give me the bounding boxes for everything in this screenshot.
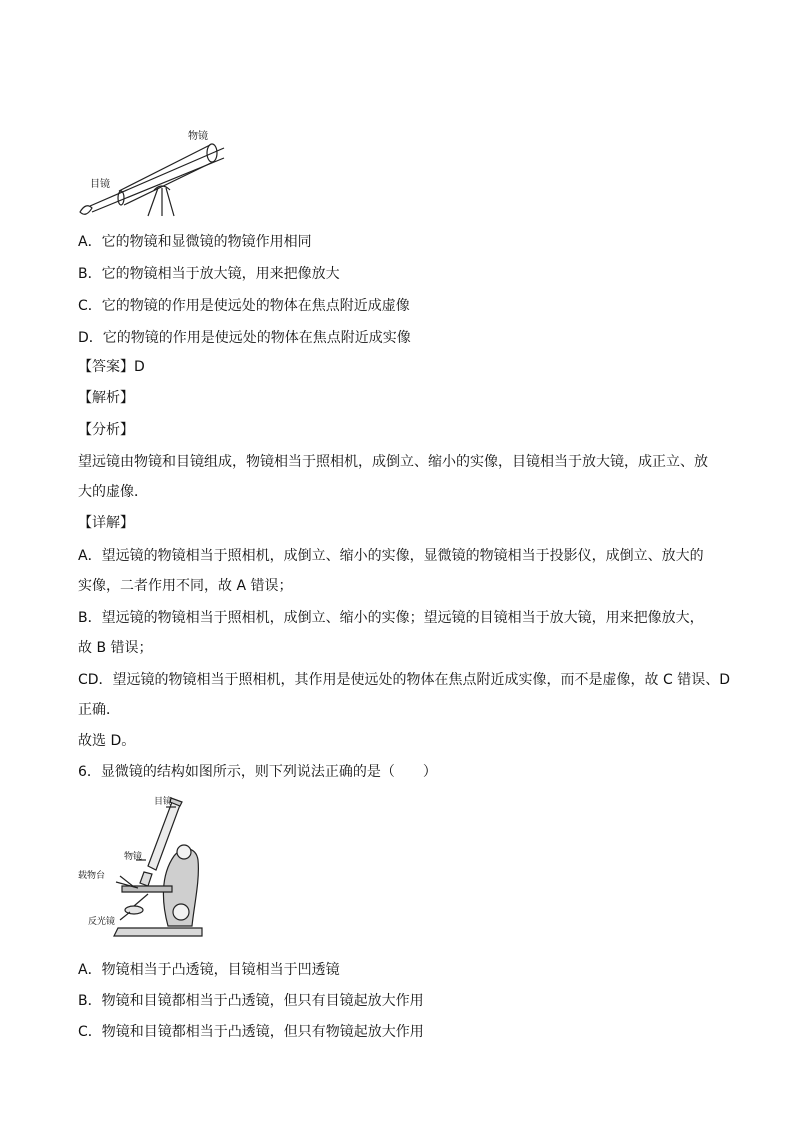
telescope-figure (76, 128, 236, 220)
q5-option-d: D．它的物镜的作用是使远处的物体在焦点附近成实像 (78, 330, 411, 346)
microscope-figure (76, 794, 216, 944)
q5-detail-line: 实像，二者作用不同，故 A 错误； (78, 578, 293, 594)
q6-option-a: A．物镜相当于凸透镜，目镜相当于凹透镜 (78, 962, 340, 978)
q6-option-b: B．物镜和目镜都相当于凸透镜，但只有目镜起放大作用 (78, 993, 424, 1009)
q5-option-a: A．它的物镜和显微镜的物镜作用相同 (78, 234, 312, 250)
q5-detail-line: CD．望远镜的物镜相当于照相机，其作用是使远处的物体在焦点附近成实像，而不是虚像，故 C 错误、D (78, 672, 731, 688)
q6-figure-label-mirror: 反光镜 (88, 917, 116, 927)
q5-fenxi-line: 大的虚像． (78, 484, 148, 500)
q5-detail-line: B．望远镜的物镜相当于照相机，成倒立、缩小的实像；望远镜的目镜相当于放大镜，用来把像放大， (78, 610, 704, 626)
q5-detail-heading: 【详解】 (78, 515, 134, 531)
q6-figure-label-stage: 载物台 (78, 871, 106, 881)
q5-fenxi-line: 望远镜由物镜和目镜组成，物镜相当于照相机，成倒立、缩小的实像，目镜相当于放大镜，成正立、放 (78, 454, 708, 470)
q5-fenxi-heading: 【分析】 (78, 422, 134, 438)
q5-conclusion: 故选 D。 (78, 733, 136, 749)
q5-detail-line: 故 B 错误； (78, 640, 153, 656)
q5-analysis-heading: 【解析】 (78, 390, 134, 406)
figure1-label-eyepiece: 目镜 (90, 179, 110, 190)
q6-figure-label-objective: 物镜 (124, 852, 143, 862)
q5-answer: 【答案】D (78, 359, 145, 375)
q5-detail-line: 正确． (78, 702, 120, 718)
q5-option-b: B．它的物镜相当于放大镜，用来把像放大 (78, 266, 340, 282)
q6-stem: 6．显微镜的结构如图所示，则下列说法正确的是（ ） (78, 764, 437, 780)
microscope-diagram (76, 794, 216, 944)
telescope-diagram (76, 128, 236, 220)
q5-detail-line: A．望远镜的物镜相当于照相机，成倒立、缩小的实像，显微镜的物镜相当于投影仪，成倒立、放大的 (78, 548, 704, 564)
q6-figure-label-eyepiece: 目镜 (154, 797, 173, 807)
figure1-label-objective: 物镜 (188, 131, 208, 142)
q6-option-c: C．物镜和目镜都相当于凸透镜，但只有物镜起放大作用 (78, 1024, 424, 1040)
q5-option-c: C．它的物镜的作用是使远处的物体在焦点附近成虚像 (78, 298, 410, 314)
